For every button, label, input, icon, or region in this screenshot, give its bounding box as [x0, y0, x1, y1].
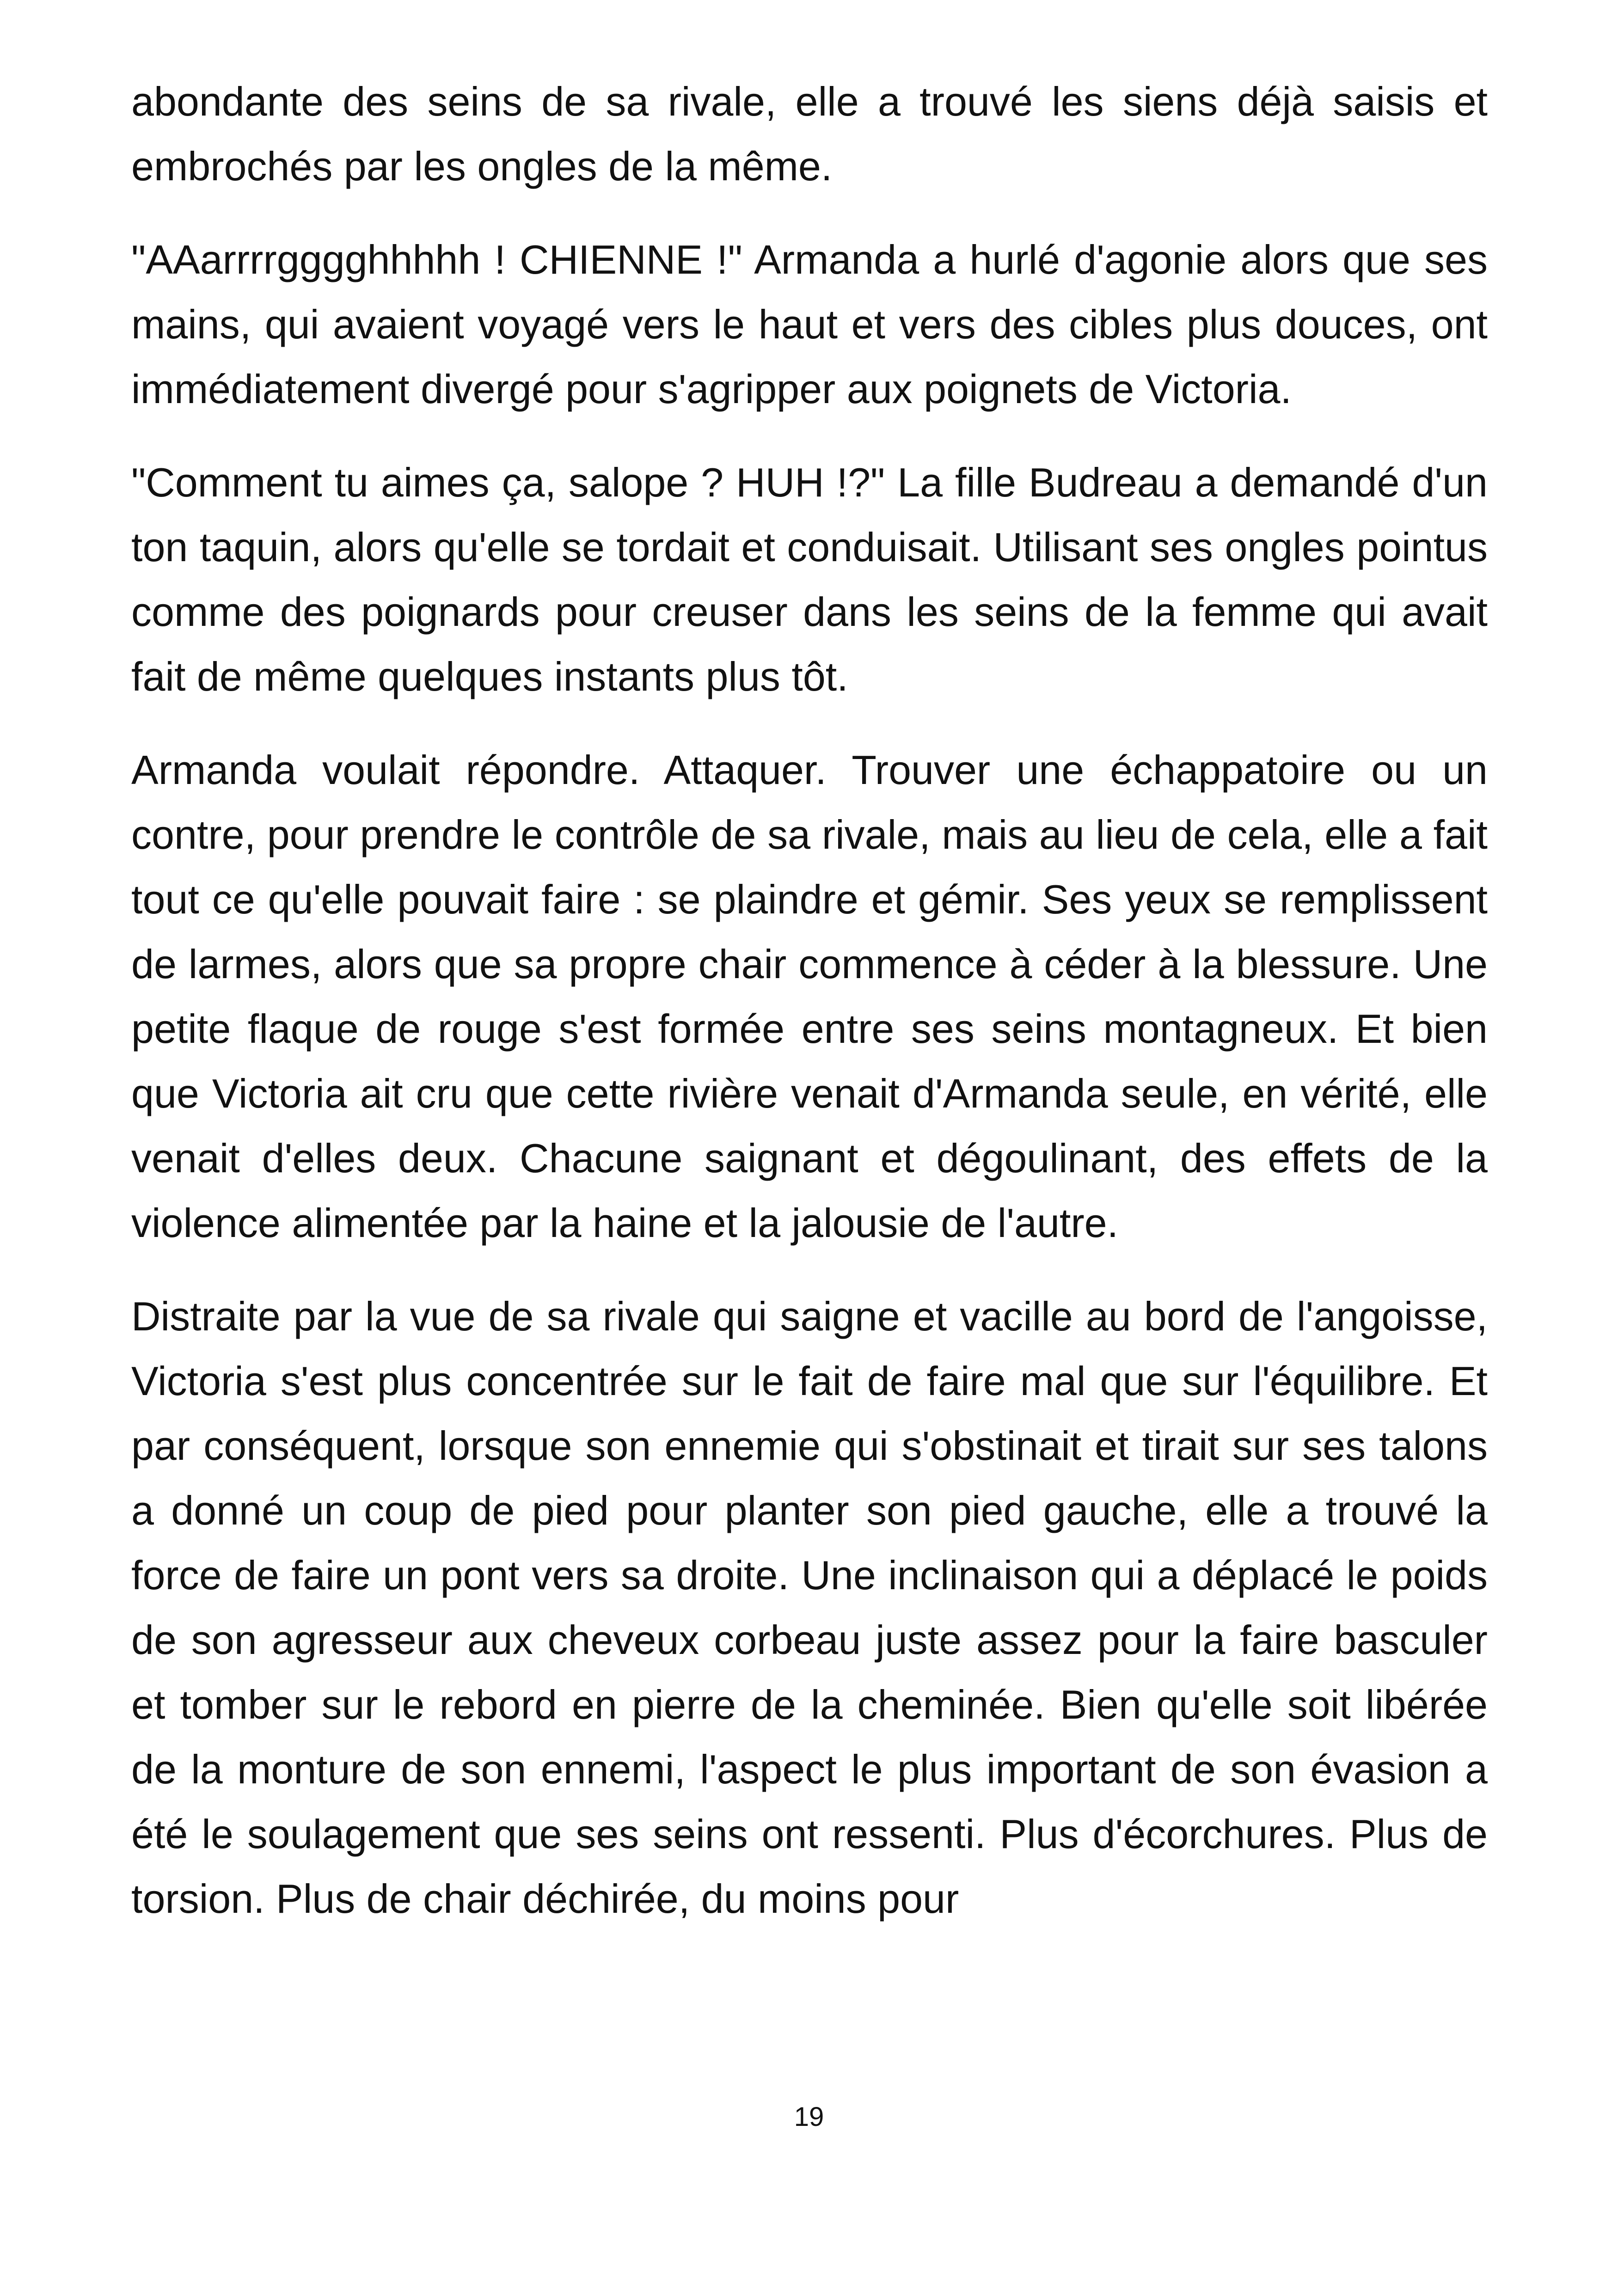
paragraph: Distraite par la vue de sa rivale qui saigne et vacille au bord de l'angoisse, Victoria s'est plus concentrée sur le fait de faire mal que sur l'équilibre. Et par conséquent, lorsque son ennemie qui s'obstinait et tirait sur ses talons a donné un coup de pied pour planter son pied gauche, elle a trouvé la force de faire un pont vers sa droite. Une inclinaison qui a déplacé le poids de son agresseur aux cheveux corbeau juste assez pour la faire basculer et tomber sur le rebord en pierre de la cheminée. Bien qu'elle soit libérée de la monture de son ennemi, l'aspect le plus important de son évasion a été le soulagement que ses seins ont ressenti. Plus d'écorchures. Plus de torsion. Plus de chair déchirée, du moins pour — [131, 1293, 1488, 1922]
paragraph: "AAarrrrgggghhhhh ! CHIENNE !" Armanda a hurlé d'agonie alors que ses mains, qui avaient voyagé vers le haut et vers des cibles plus douces, ont immédiatement divergé pour s'agripper aux poignets de Victoria. — [131, 237, 1488, 412]
paragraph: abondante des seins de sa rivale, elle a trouvé les siens déjà saisis et embrochés par les ongles de la même. — [131, 79, 1488, 189]
body-text — [131, 69, 1488, 1960]
page-number: 19 — [794, 2102, 824, 2132]
paragraph: Armanda voulait répondre. Attaquer. Trouver une échappatoire ou un contre, pour prendre le contrôle de sa rivale, mais au lieu de cela, elle a fait tout ce qu'elle pouvait faire : se plaindre et gémir. Ses yeux se remplissent de larmes, alors que sa propre chair commence à céder à la blessure. Une petite flaque de rouge s'est formée entre ses seins montagneux. Et bien que Victoria ait cru que cette rivière venait d'Armanda seule, en vérité, elle venait d'elles deux. Chacune saignant et dégoulinant, des effets de la violence alimentée par la haine et la jalousie de l'autre. — [131, 747, 1488, 1246]
paragraph: "Comment tu aimes ça, salope ? HUH !?" La fille Budreau a demandé d'un ton taquin, alors qu'elle se tordait et conduisait. Utilisant ses ongles pointus comme des poignards pour creuser dans les seins de la femme qui avait fait de même quelques instants plus tôt. — [131, 459, 1488, 699]
